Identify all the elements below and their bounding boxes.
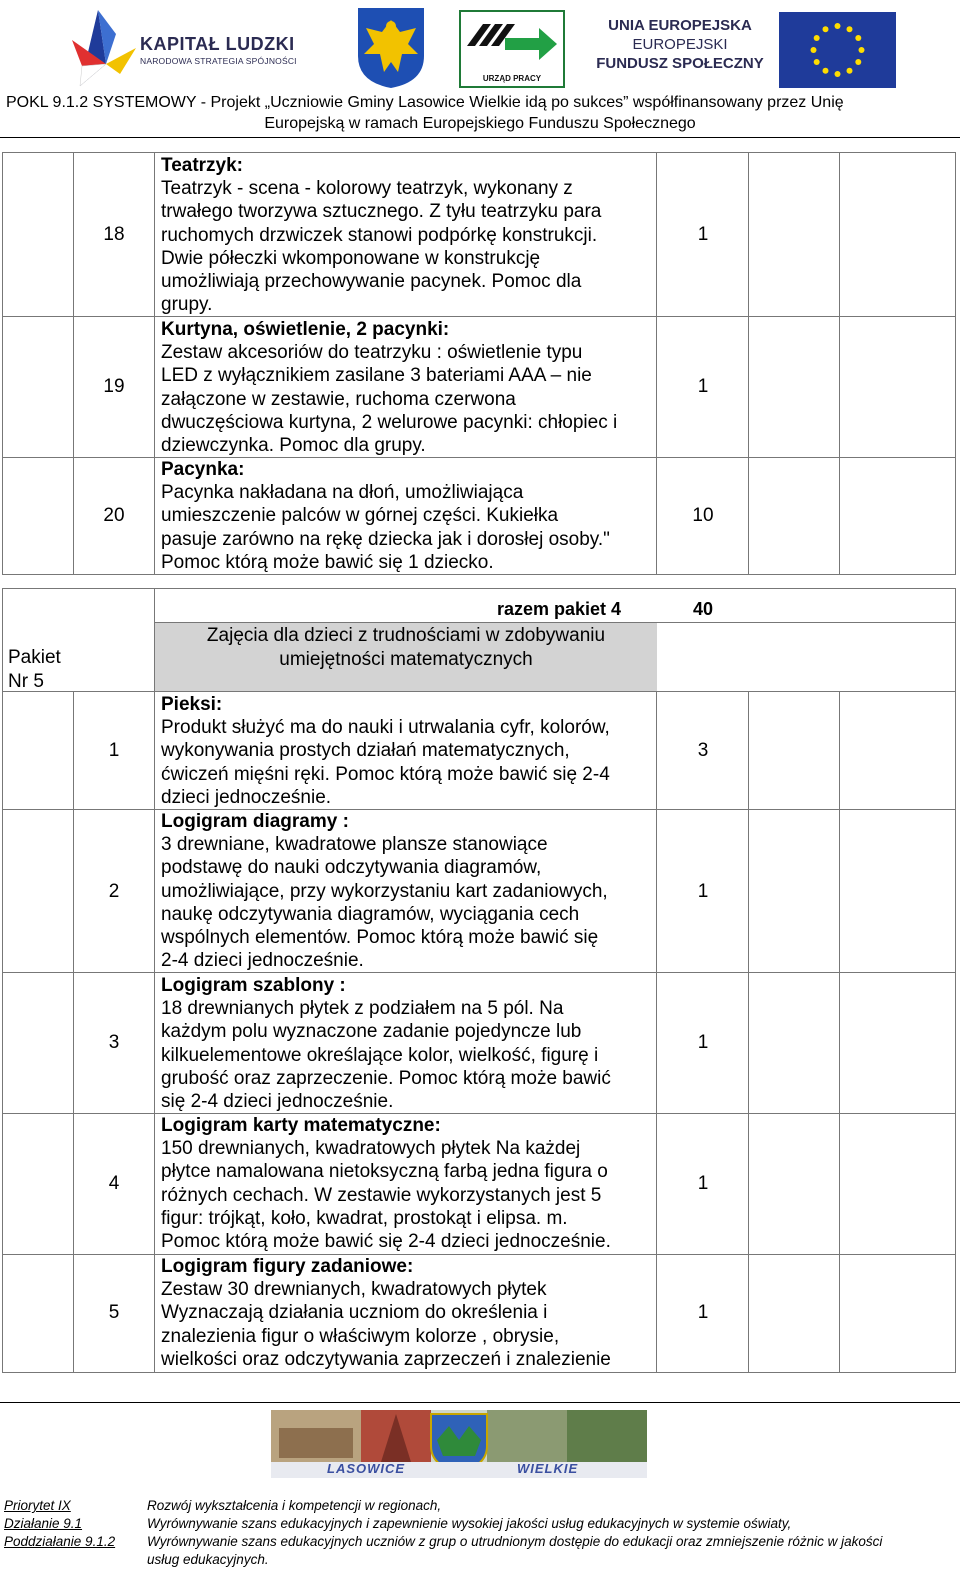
- item-quantity: 1: [697, 881, 709, 902]
- row-number: 19: [103, 376, 125, 397]
- eagle-crest-icon: [356, 6, 426, 90]
- package-heading: Zajęcia dla dzieci z trudnościami w zdobywaniu umiejętności matematycznych: [206, 625, 606, 670]
- eu-line-2: EUROPEJSKI: [632, 36, 728, 53]
- opole-crest-logo: [356, 6, 426, 90]
- row-number: 1: [108, 740, 120, 761]
- header-logos: [0, 0, 960, 92]
- item-description: [161, 693, 653, 809]
- item-quantity: 1: [697, 224, 709, 245]
- item-title: Teatrzyk:: [161, 155, 244, 176]
- banner-right-text: WIELKIE: [517, 1461, 579, 1476]
- row-number: 4: [108, 1173, 120, 1194]
- item-title: Logigram szablony :: [161, 975, 346, 996]
- grid-line: [154, 152, 155, 574]
- item-quantity: 3: [697, 740, 709, 761]
- urzad-pracy-label: URZĄD PRACY: [482, 74, 542, 83]
- kapital-ludzki-subtitle: NARODOWA STRATEGIA SPÓJNOŚCI: [140, 56, 297, 66]
- item-text: Zestaw 30 drewnianych, kwadratowych płytek Wyznaczają działania uczniom do określenia i znalezienia figur o właściwym kolorze , obrysie, wielkości oraz odczytywania zaprzeczeń i znalezienie: [161, 1279, 611, 1370]
- grid-line: [2, 1372, 956, 1373]
- item-description: [161, 1255, 653, 1371]
- item-text: Teatrzyk - scena - kolorowy teatrzyk, wykonany z trwałego tworzywa sztucznego. Z tyłu teatrzyku para ruchomych drzwiczek stanowi podpórkę konstrukcji. Dwie półeczki wkomponowane w konstrukcję umożliwiają przechowywanie pacynek. Pomoc dla grupy.: [161, 178, 602, 316]
- project-line-1: POKL 9.1.2 SYSTEMOWY - Projekt „Uczniowie Gminy Lasowice Wielkie idą po sukces” współfinansowany przez Unię: [6, 94, 844, 111]
- eu-stars-icon: [779, 12, 896, 88]
- item-quantity: 1: [697, 1302, 709, 1323]
- row-number: 5: [108, 1302, 120, 1323]
- package-total-label: razem pakiet 4: [497, 599, 622, 619]
- lasowice-wielkie-banner: [271, 1410, 647, 1478]
- item-text: Produkt służyć ma do nauki i utrwalania cyfr, kolorów, wykonywania prostych działań matematycznych, ćwiczeń mięśni ręki. Pomoc którą może bawić się 2-4 dzieci jednocześnie.: [161, 717, 610, 808]
- item-title: Logigram diagramy :: [161, 811, 349, 832]
- item-text: 150 drewnianych, kwadratowych płytek Na każdej płytce namalowana nietoksyczną farbą jedna figura o różnych cechach. W zestawie wykorzystanych jest 5 figur: trójkąt, koło, kwadrat, prostokąt i elipsa. m. Pomoc którą może bawić się 2-4 dzieci jednocześnie.: [161, 1138, 611, 1253]
- item-title: Logigram figury zadaniowe:: [161, 1256, 414, 1277]
- item-description: [161, 974, 653, 1113]
- footer-divider: [0, 1402, 960, 1403]
- footer-priority-text: Priorytet IX Działanie 9.1 Poddziałanie 9.1.2: [4, 1498, 116, 1549]
- urzad-pracy-arrow-icon: [461, 12, 563, 72]
- kapital-ludzki-title: KAPITAŁ LUDZKI: [140, 34, 295, 54]
- row-number: 18: [103, 224, 125, 245]
- item-title: Kurtyna, oświetlenie, 2 pacynki:: [161, 319, 450, 340]
- item-title: Pieksi:: [161, 694, 223, 715]
- grid-line: [839, 152, 840, 574]
- item-description: [161, 1114, 653, 1253]
- item-description: [161, 458, 653, 574]
- package-total-value: 40: [692, 599, 714, 619]
- project-line-2: Europejską w ramach Europejskiego Funduszu Społecznego: [264, 115, 696, 132]
- grid-line: [2, 574, 956, 575]
- row-number: 3: [108, 1032, 120, 1053]
- item-text: Pacynka nakładana na dłoń, umożliwiająca umieszczenie palców w górnej części. Kukiełka pasuje zarówno na rękę dziecka jak i dorosłej osoby." Pomoc którą może bawić się 1 dziecko.: [161, 482, 610, 573]
- item-description: [161, 318, 653, 457]
- item-quantity: 1: [697, 1173, 709, 1194]
- eu-flag-logo: [779, 12, 896, 88]
- grid-line: [955, 152, 956, 574]
- banner-left-text: LASOWICE: [327, 1461, 406, 1476]
- eu-line-1: UNIA EUROPEJSKA: [608, 17, 752, 34]
- row-number: 2: [108, 881, 120, 902]
- grid-line: [2, 691, 956, 692]
- item-text: 18 drewnianych płytek z podziałem na 5 pól. Na każdym polu wyznaczone zadanie pojedyncze lub kilkuelementowe określające kolor, wielkość, figurę i grubość oraz zaprzeczenie. Pomoc którą może bawić się 2-4 dzieci jednocześnie.: [161, 998, 611, 1113]
- item-description: [161, 810, 653, 972]
- kapital-ludzki-logo: [72, 4, 327, 88]
- grid-line: [839, 691, 840, 1372]
- eu-line-3: FUNDUSZ SPOŁECZNY: [596, 55, 764, 72]
- item-title: Pacynka:: [161, 459, 245, 480]
- grid-line: [2, 588, 956, 589]
- item-text: Zestaw akcesoriów do teatrzyku : oświetlenie typu LED z wyłącznikiem zasilane 3 bateriami AAA – nie załączone w zestawie, ruchoma czerwona dwuczęściowa kurtyna, 2 welurowe pacynki: chłopiec i dziewczynka. Pomoc dla grupy.: [161, 342, 618, 457]
- item-quantity: 1: [697, 376, 709, 397]
- item-quantity: 1: [697, 1032, 709, 1053]
- urzad-pracy-logo: [459, 10, 565, 88]
- header-divider: [0, 137, 960, 138]
- grid-line: [2, 152, 956, 153]
- row-number: 20: [103, 505, 125, 526]
- kapital-ludzki-star-icon: [72, 4, 142, 88]
- item-description: [161, 154, 653, 316]
- item-quantity: 10: [692, 505, 714, 526]
- item-title: Logigram karty matematyczne:: [161, 1115, 441, 1136]
- item-text: 3 drewniane, kwadratowe plansze stanowiące podstawę do nauki odczytywania diagramów, umożliwiające, przy wykorzystaniu kart zadaniowych, naukę odczytywania diagramów, wyciągania cech wspólnych elementów. Pomoc którą może bawić się 2-4 dzieci jednocześnie.: [161, 834, 608, 972]
- grid-line: [2, 152, 3, 574]
- eu-efs-text-logo: [594, 16, 766, 73]
- footer-description-text: Rozwój wykształcenia i kompetencji w regionach, Wyrównywanie szans edukacyjnych i zapewnienie wysokiej jakości usług edukacyjnych w systemie oświaty, Wyrównywanie szans edukacyjnych uczniów z grup o utrudnionym dostępie do edukacji oraz zmniejszenie różnic w jakości usług edukacyjnych.: [147, 1498, 883, 1567]
- package-label: Pakiet Nr 5: [8, 647, 61, 692]
